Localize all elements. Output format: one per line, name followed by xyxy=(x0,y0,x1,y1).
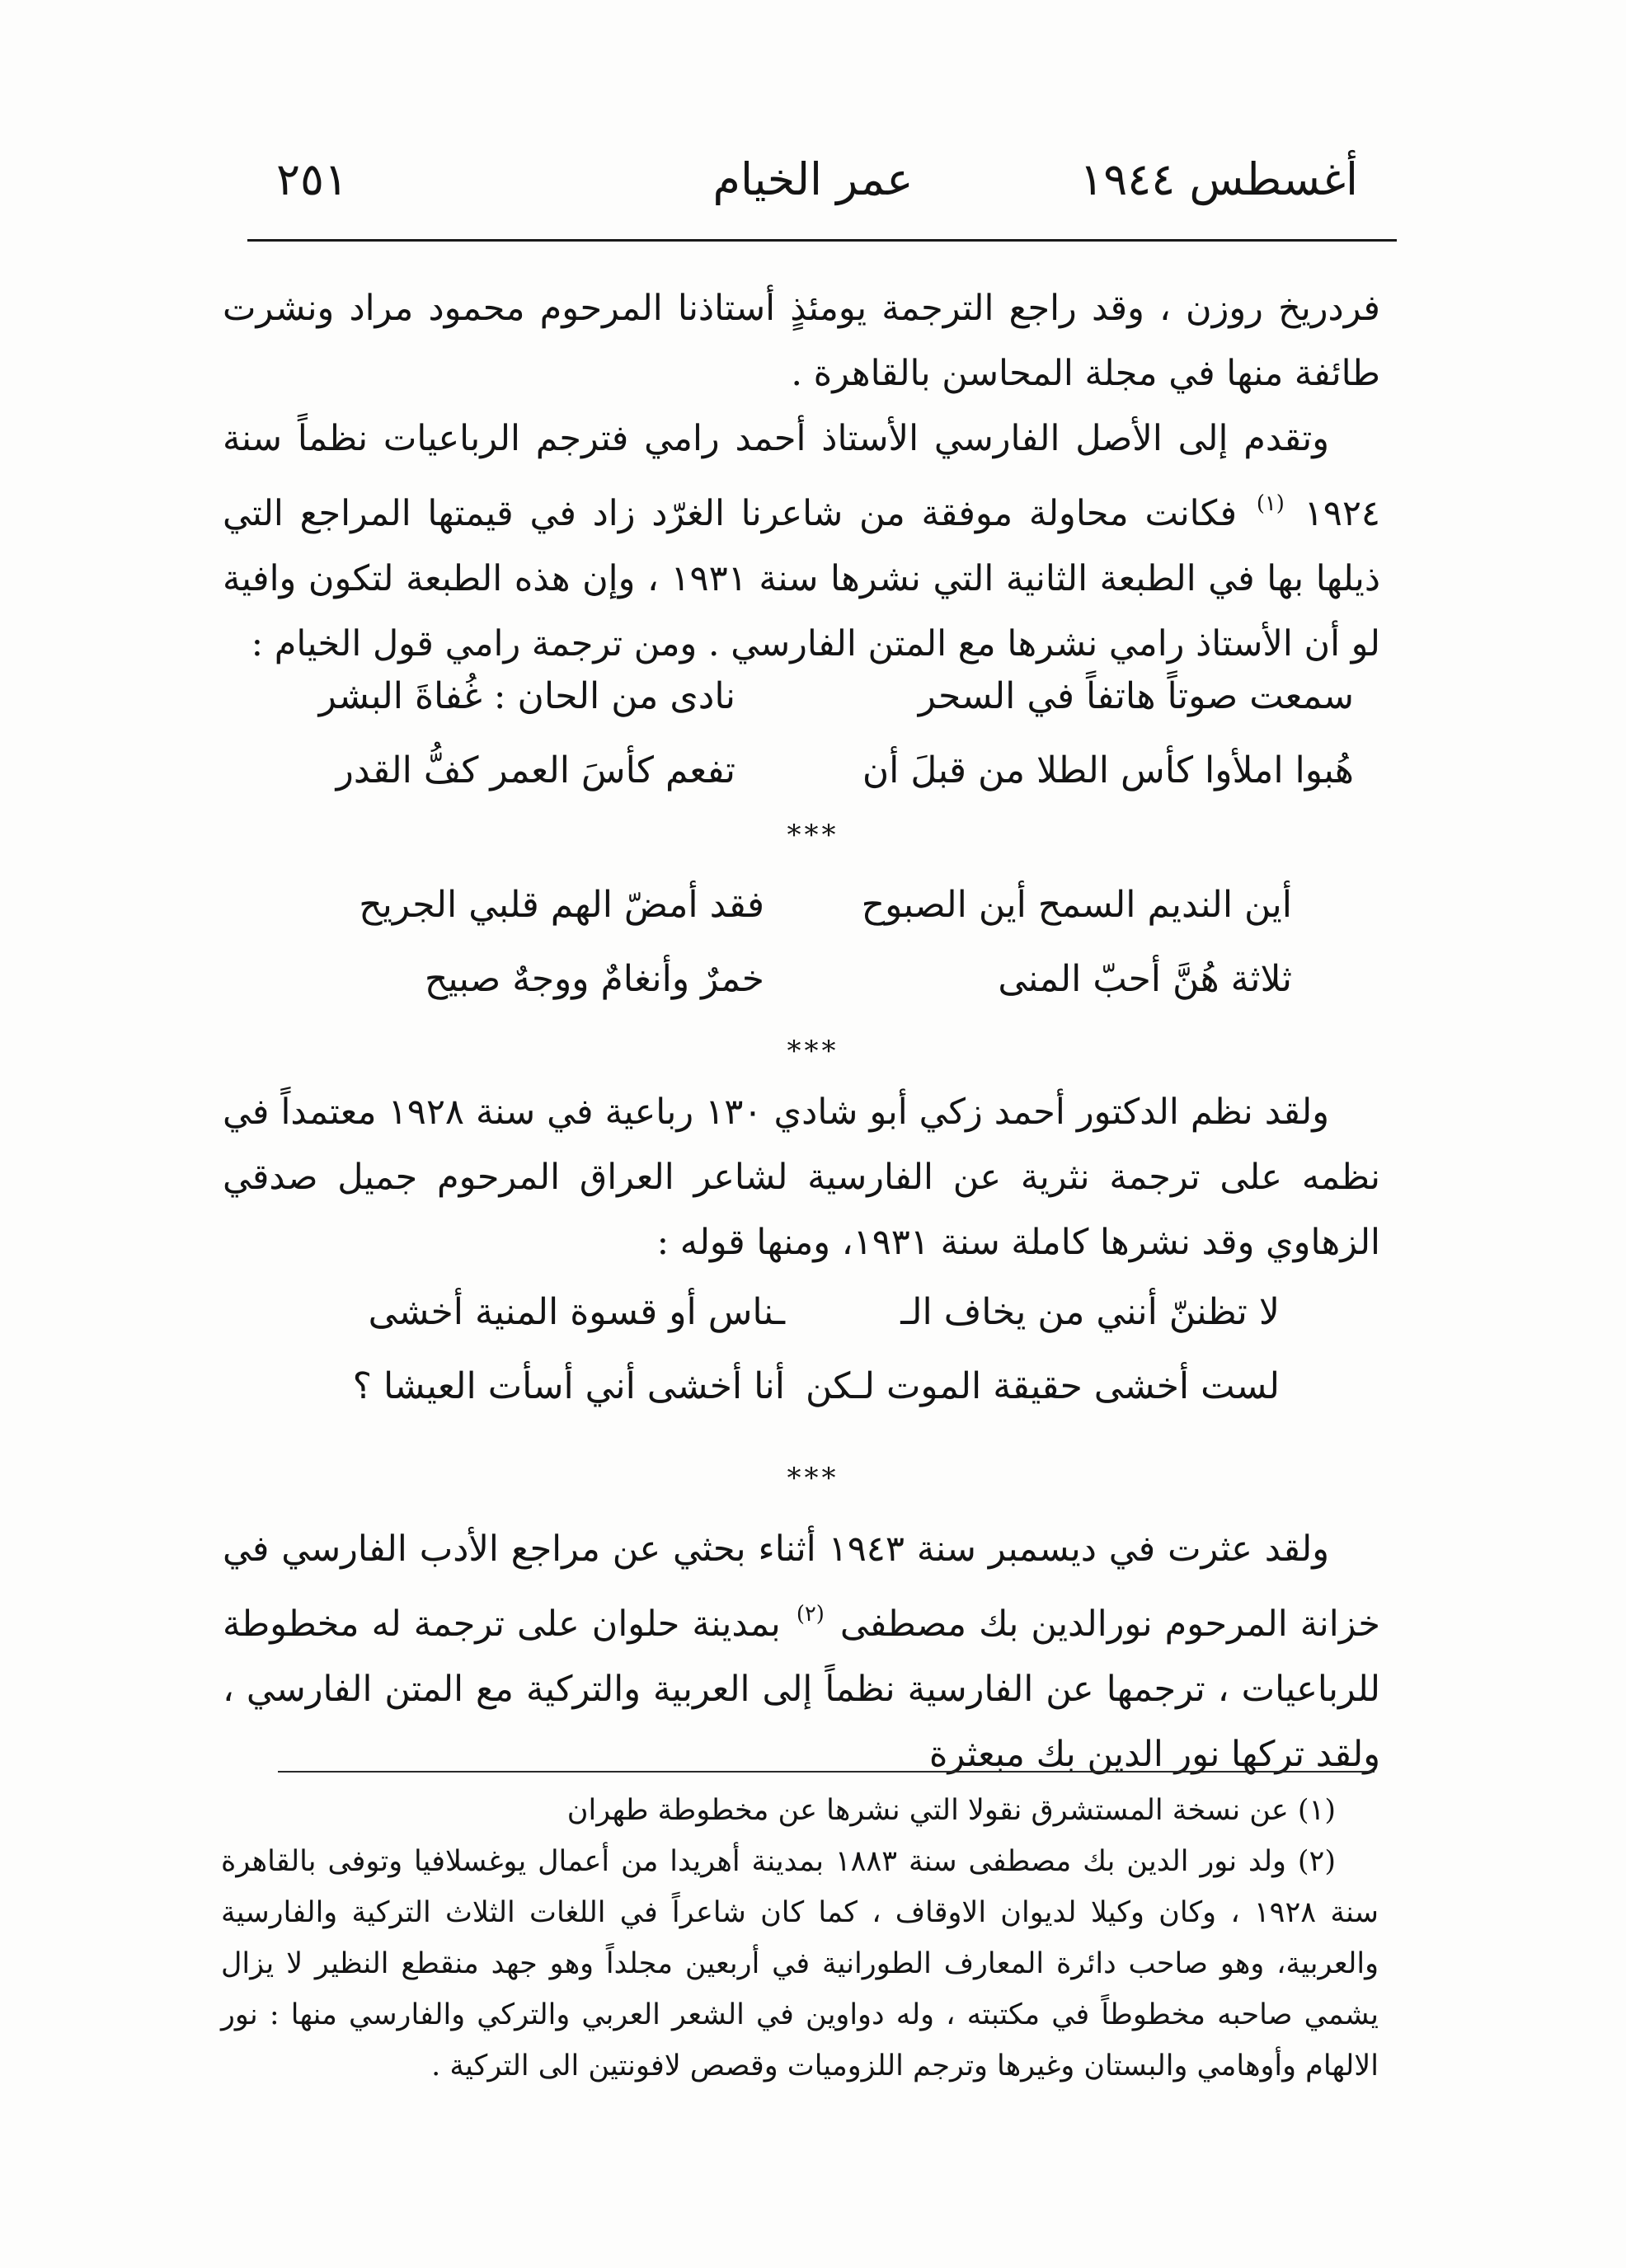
verse-hemistich: نادى من الحان : غُفاةَ البشر xyxy=(318,675,735,717)
verse-hemistich: أين النديم السمح أين الصبوح xyxy=(861,884,1292,926)
verse-hemistich: خمرٌ وأنغامٌ ووجهٌ صبيح xyxy=(424,958,764,1000)
paragraph-4-rest: بمدينة حلوان على ترجمة له مخطوطة للرباعيات ، ترجمها عن الفارسية نظماً إلى العربية والتركية مع المتن الفارسي ، ولقد تركها نور الدين بك مبعثرة xyxy=(223,1604,1380,1776)
verse-hemistich: ـناس أو قسوة المنية أخشى xyxy=(368,1291,785,1333)
verse-hemistich: فقد أمضّ الهم قلبي الجريح xyxy=(359,884,764,926)
header-title: عمر الخيام xyxy=(712,153,914,205)
footnote-rule xyxy=(278,1771,1375,1773)
separator-stars: *** xyxy=(787,819,839,852)
verse-line xyxy=(336,738,1354,804)
separator-stars: *** xyxy=(787,1035,839,1068)
paragraph-1: فردريخ روزن ، وقد راجع الترجمة يومئذٍ أستاذنا المرحوم محمود مراد ونشرت طائفة منها في مجلة المحاسن بالقاهرة . xyxy=(223,288,1380,394)
verse-line xyxy=(353,1354,1280,1420)
paragraph-2-text: وتقدم إلى الأصل الفارسي الأستاذ أحمد رامي فترجم الرباعيات نظماً سنة ١٩٢٤ xyxy=(223,418,1381,535)
footnote-1: (١) عن نسخة المستشرق نقولا التي نشرها عن مخطوطة طهران xyxy=(566,1794,1336,1827)
paragraph-4 xyxy=(223,1517,1380,1787)
footnote-ref-2: (٢) xyxy=(796,1602,825,1627)
verse-hemistich: لست أخشى حقيقة الموت لـكن xyxy=(805,1365,1280,1407)
page-number: ٢٥١ xyxy=(276,153,349,205)
footnote-2: (٢) ولد نور الدين بك مصطفى سنة ١٨٨٣ بمدينة أهريدا من أعمال يوغسلافيا وتوفى بالقاهرة سنة ١٩٢٨ ، وكان وكيلا لديوان الاوقاف ، كما كان شاعراً في اللغات الثلاث التركية والفارسية والعربية، وهو صاحب دائرة المعارف الطورانية في أربعين مجلداً وهو جهد منقطع النظير لا يزال يشمي صاحبه مخطوطاً في مكتبته ، وله دواوين في الشعر العربي والتركي والفارسي منها : نور الالهام وأوهامي والبستان وغيرها وترجم اللزوميات وقصص لافونتين الى التركية . xyxy=(221,1845,1379,2083)
footnote-ref-1: (١) xyxy=(1256,491,1285,516)
verse-line xyxy=(369,1280,1280,1345)
paragraph-2-rest: فكانت محاولة موفقة من شاعرنا الغرّد زاد في قيمتها المراجع التي ذيلها بها في الطبعة الثانية التي نشرها سنة ١٩٣١ ، وإن هذه الطبعة لتكون وافية لو أن الأستاذ رامي نشرها مع المتن الفارسي . ومن ترجمة رامي قول الخيام : xyxy=(223,493,1380,665)
verse-hemistich: لا تظننّ أنني من يخاف الـ xyxy=(900,1291,1280,1333)
verse-hemistich: هُبوا املأوا كأس الطلا من قبلَ أن xyxy=(862,749,1354,791)
verse-line xyxy=(359,872,1292,938)
separator-stars: *** xyxy=(787,1462,839,1495)
verse-hemistich: سمعت صوتاً هاتفاً في السحر xyxy=(918,675,1354,717)
header-date: أغسطس ١٩٤٤ xyxy=(1079,153,1358,205)
paragraph-2 xyxy=(223,406,1380,677)
paragraph-3: ولقد نظم الدكتور أحمد زكي أبو شادي ١٣٠ رباعية في سنة ١٩٢٨ معتمداً في نظمه على ترجمة نثرية عن الفارسية لشاعر العراق المرحوم جميل صدقي الزهاوي وقد نشرها كاملة سنة ١٩٣١، ومنها قوله : xyxy=(223,1092,1380,1263)
verse-line xyxy=(425,946,1292,1012)
verse-hemistich: أنا أخشى أني أسأت العيشا ؟ xyxy=(352,1365,785,1407)
verse-hemistich: ثلاثة هُنَّ أحبّ المنى xyxy=(998,958,1292,1000)
verse-line xyxy=(319,664,1354,730)
header-rule xyxy=(247,239,1397,242)
paragraph-4-text: ولقد عثرت في ديسمبر سنة ١٩٤٣ أثناء بحثي عن مراجع الأدب الفارسي في خزانة المرحوم نورالدين بك مصطفى xyxy=(223,1528,1381,1646)
verse-hemistich: تفعم كأسَ العمر كفُّ القدر xyxy=(336,749,735,791)
